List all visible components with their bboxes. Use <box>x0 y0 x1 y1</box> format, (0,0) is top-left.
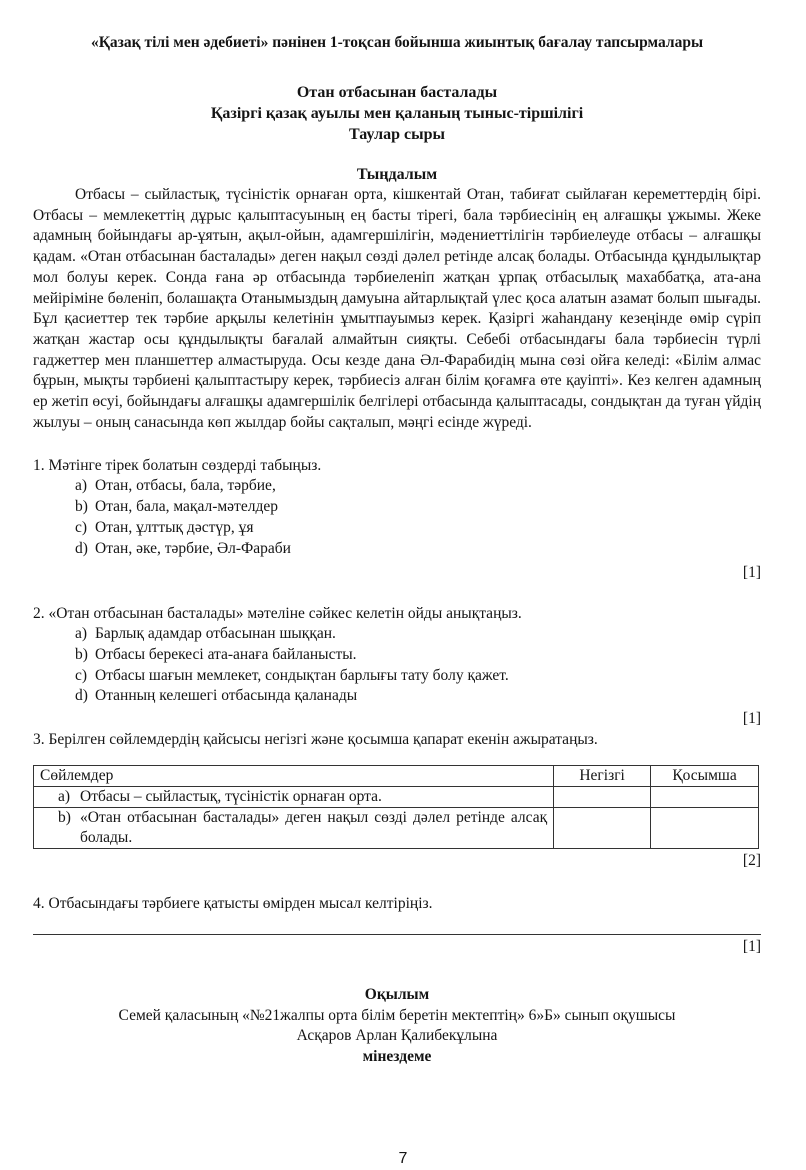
question-2-score: [1] <box>742 710 761 728</box>
option-letter: c) <box>75 518 88 536</box>
title-line-2: Қазіргі қазақ ауылы мен қаланың тыныс-тіршілігі <box>210 105 584 122</box>
table-header-cell: Қосымша <box>651 766 759 787</box>
page-number: 7 <box>398 1150 408 1167</box>
row-letter: b) <box>58 809 71 827</box>
listening-text: Отбасы – сыйластық, түсіністік орнаған орта, кішкентай Отан, табиғат сыйлаған кереметтердің бірі. Отбасы – мемлекеттің дұрыс қалыптасуының ең басты тірегі, бала тәрбиесінің ең алғашқы ұжымы. Жеке адамның бойындағы ар-ұятын, ақыл-ойын, адамгершілігін, мәдениеттілігін тәрбиелеуде отбасы – алғашқы қадам. «Отан отбасынан басталады» деген нақыл сөзді дәлел ретінде алсақ болады. Отбасында құндылықтар мол болуы керек. Сонда ғана әр отбасында тәрбиеленіп жатқан ұрпақ отбасылық махаббатқа, ата-ана мейіріміне бөленіп, болашақта Отанымыздың дамуына айтарлықтай үлес қоса алатын азамат болып шығады. Бұл қасиеттер тек тәрбие арқылы келетінін ұмытпауымыз керек. Қазіргі жаһандану кезеңінде өмір сүріп жатқан жастар осы құндылықты бағалай алмайтын сияқты. Себебі отбасындағы бала тәрбиесін түрлі гаджеттер мен планшеттер алмастыруда. Осы кезде дана Әл-Фарабидің мына сөзі ойға келеді: «Білім алмас бұрын, мықты тәрбиені қалыптастыру керек, тәрбиесіз алған білім қоғамға өте қауіпті». Кез келген адамның ер жетіп өсуі, бойындағы алғашқы адамгершілік белгілері отбасында қалыптасады, сондықтан да туған үйдің жылуы – оның санасында көп жылдар бойы сақталып, мәңгі есінде жүреді. <box>33 186 761 431</box>
reading-line-1: Семей қаласының «№21жалпы орта білім беретін мектептің» 6»Б» сынып оқушысы <box>118 1006 676 1024</box>
question-4-score: [1] <box>742 938 761 956</box>
option-item <box>75 686 761 707</box>
sentence-table <box>33 765 759 849</box>
document-header: «Қазақ тілі мен әдебиеті» пәнінен 1-тоқсан бойынша жиынтық бағалау тапсырмалары <box>90 34 704 51</box>
table-header-cell: Негізгі <box>554 766 651 787</box>
question-2: 2. «Отан отбасынан басталады» мәтеліне сәйкес келетін ойды анықтаңыз. <box>33 605 522 623</box>
question-3: 3. Берілген сөйлемдердің қайсысы негізгі және қосымша қапарат екенін ажыратаңыз. <box>33 731 598 749</box>
option-text: Отбасы берекесі ата-анаға байланысты. <box>95 645 357 663</box>
answer-cell-main[interactable] <box>554 787 651 808</box>
option-letter: d) <box>75 687 88 705</box>
option-letter: b) <box>75 498 88 516</box>
option-item <box>75 666 761 687</box>
question-1: 1. Мәтінге тірек болатын сөздерді табыңыз. <box>33 457 322 475</box>
option-letter: a) <box>75 625 88 643</box>
answer-cell-additional[interactable] <box>651 787 759 808</box>
row-letter: a) <box>58 788 71 806</box>
row-text: «Отан отбасынан басталады» деген нақыл сөзді дәлел ретінде алсақ болады. <box>80 809 548 847</box>
table-cell <box>34 808 554 849</box>
option-text: Отан, әке, тәрбие, Әл-Фараби <box>95 539 291 557</box>
option-text: Отан, отбасы, бала, тәрбие, <box>95 477 276 495</box>
option-letter: a) <box>75 477 88 495</box>
answer-cell-main[interactable] <box>554 808 651 849</box>
option-item <box>75 539 761 560</box>
question-1-score: [1] <box>742 564 761 582</box>
option-text: Барлық адамдар отбасынан шыққан. <box>95 625 336 643</box>
row-text: Отбасы – сыйластық, түсіністік орнаған орта. <box>80 788 382 806</box>
title-line-1: Отан отбасынан басталады <box>296 84 498 101</box>
table-cell <box>34 787 554 808</box>
reading-section <box>33 985 761 1067</box>
option-letter: c) <box>75 666 88 684</box>
option-text: Отанның келешегі отбасында қаланады <box>95 687 358 705</box>
table-header-row <box>34 766 759 787</box>
option-letter: b) <box>75 645 88 663</box>
reading-line-2: Асқаров Арлан Қалибекұлына <box>296 1027 498 1045</box>
listening-title: Тыңдалым <box>356 166 438 183</box>
question-4: 4. Отбасындағы тәрбиеге қатысты өмірден мысал келтіріңіз. <box>33 895 433 913</box>
option-item <box>75 624 761 645</box>
table-header-cell: Сөйлемдер <box>34 766 554 787</box>
title-line-3: Таулар сыры <box>349 126 445 143</box>
title-block <box>33 82 761 145</box>
answer-cell-additional[interactable] <box>651 808 759 849</box>
reading-title: Оқылым <box>364 986 430 1004</box>
question-3-score: [2] <box>742 852 761 870</box>
option-item <box>75 497 761 518</box>
option-text: Отан, ұлттық дәстүр, ұя <box>95 518 254 536</box>
question-1-options <box>33 476 761 559</box>
option-item <box>75 476 761 497</box>
table-row <box>34 787 759 808</box>
option-text: Отбасы шағын мемлекет, сондықтан барлығы тату болу қажет. <box>95 666 509 684</box>
option-letter: d) <box>75 539 88 557</box>
option-text: Отан, бала, мақал-мәтелдер <box>95 498 278 516</box>
option-item <box>75 645 761 666</box>
table-row <box>34 808 759 849</box>
question-2-options <box>33 624 761 707</box>
document-page <box>33 34 761 1067</box>
reading-line-3: мінездеме <box>362 1047 432 1065</box>
option-item <box>75 518 761 539</box>
answer-line[interactable] <box>33 916 761 935</box>
